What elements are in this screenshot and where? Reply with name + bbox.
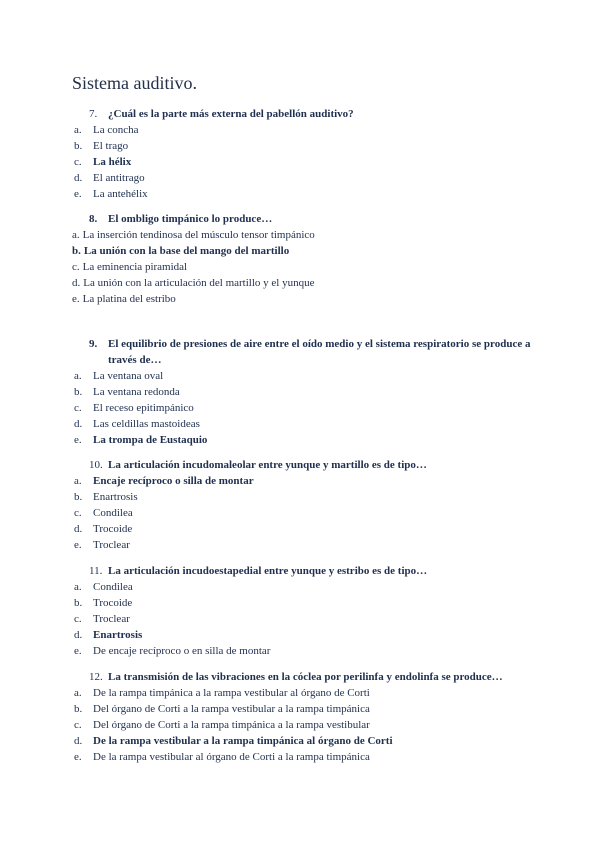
question-text: ¿Cuál es la parte más externa del pabellón auditivo? xyxy=(108,108,354,120)
option-letter: d. xyxy=(74,418,83,430)
answer-option xyxy=(74,749,600,765)
option-letter: d. xyxy=(74,629,83,641)
option-text: Condilea xyxy=(93,581,133,593)
option-letter: b. xyxy=(74,703,83,715)
option-letter: e. xyxy=(74,188,82,200)
option-text: Troclear xyxy=(93,613,130,625)
option-letter: d. xyxy=(74,735,83,747)
question-text: El equilibrio de presiones de aire entre el oído medio y el sistema respiratorio se produce a través de… xyxy=(108,338,531,366)
option-letter: b. xyxy=(74,386,83,398)
question-text: La articulación incudomaleolar entre yunque y martillo es de tipo… xyxy=(108,459,427,471)
answer-option xyxy=(74,432,600,448)
option-letter: c. xyxy=(72,261,80,273)
option-text: La hélix xyxy=(93,156,132,168)
option-letter: b. xyxy=(74,597,83,609)
option-letter: c. xyxy=(74,402,82,414)
answer-option xyxy=(74,717,600,733)
answer-option xyxy=(74,368,600,384)
option-letter: c. xyxy=(74,613,82,625)
answer-option xyxy=(74,400,600,416)
option-letter: c. xyxy=(74,507,82,519)
option-text: La concha xyxy=(93,124,139,136)
option-text: De encaje recíproco o en silla de montar xyxy=(93,645,271,657)
question-line xyxy=(89,211,600,227)
option-text: De la rampa vestibular a la rampa timpánica al órgano de Corti xyxy=(93,735,393,747)
option-text: Enartrosis xyxy=(93,629,143,641)
option-letter: a. xyxy=(74,475,82,487)
option-text: El receso epitimpánico xyxy=(93,402,194,414)
option-letter: d. xyxy=(72,277,81,289)
answer-option xyxy=(74,685,600,701)
question-number: 8. xyxy=(89,213,98,225)
answer-option xyxy=(74,473,600,489)
question-number: 12. xyxy=(89,671,103,683)
question-text: La transmisión de las vibraciones en la cóclea por perilinfa y endolinfa se produce… xyxy=(108,671,503,683)
option-letter: a. xyxy=(74,581,82,593)
option-letter: a. xyxy=(74,124,82,136)
option-text: Encaje recíproco o silla de montar xyxy=(93,475,254,487)
option-text: Enartrosis xyxy=(93,491,138,503)
option-letter: a. xyxy=(74,687,82,699)
option-text: La unión con la base del mango del martillo xyxy=(83,245,290,257)
option-letter: e. xyxy=(72,293,80,305)
option-text: La eminencia piramidal xyxy=(82,261,188,273)
question-block xyxy=(0,336,600,448)
option-letter: b. xyxy=(72,245,81,257)
option-text: La antehélix xyxy=(93,188,148,200)
question-line xyxy=(89,457,600,473)
answer-option xyxy=(74,170,600,186)
answer-option xyxy=(74,701,600,717)
answer-option xyxy=(72,275,600,291)
option-text: Del órgano de Corti a la rampa vestibular a la rampa timpánica xyxy=(93,703,370,715)
answer-option xyxy=(74,627,600,643)
answer-option xyxy=(74,122,600,138)
question-block xyxy=(0,211,600,307)
question-block xyxy=(0,669,600,765)
option-text: La unión con la articulación del martillo y el yunque xyxy=(83,277,315,289)
option-letter: d. xyxy=(74,523,83,535)
option-text: De la rampa timpánica a la rampa vestibular al órgano de Corti xyxy=(93,687,370,699)
document-title: Sistema auditivo. xyxy=(72,73,197,93)
option-letter: a. xyxy=(74,370,82,382)
question-line xyxy=(89,106,600,122)
option-letter: e. xyxy=(74,539,82,551)
option-letter: c. xyxy=(74,719,82,731)
question-text: El ombligo timpánico lo produce… xyxy=(108,213,273,225)
option-text: El antitrago xyxy=(93,172,145,184)
option-text: La ventana oval xyxy=(93,370,164,382)
answer-option xyxy=(74,537,600,553)
answer-option xyxy=(72,291,600,307)
question-line xyxy=(89,563,600,579)
option-text: Las celdillas mastoideas xyxy=(93,418,200,430)
question-number: 9. xyxy=(89,338,98,350)
option-letter: e. xyxy=(74,434,82,446)
option-letter: e. xyxy=(74,645,82,657)
option-letter: c. xyxy=(74,156,82,168)
answer-option xyxy=(74,186,600,202)
option-letter: d. xyxy=(74,172,83,184)
option-text: De la rampa vestibular al órgano de Corti a la rampa timpánica xyxy=(93,751,370,763)
option-letter: b. xyxy=(74,491,83,503)
option-text: La inserción tendinosa del músculo tensor timpánico xyxy=(82,229,315,241)
answer-option xyxy=(74,611,600,627)
option-text: La ventana redonda xyxy=(93,386,180,398)
option-letter: e. xyxy=(74,751,82,763)
option-letter: b. xyxy=(74,140,83,152)
answer-option xyxy=(74,521,600,537)
question-block xyxy=(0,106,600,202)
option-text: Trocoide xyxy=(93,523,133,535)
question-number: 10. xyxy=(89,459,103,471)
option-text: La platina del estribo xyxy=(82,293,176,305)
option-text: La trompa de Eustaquio xyxy=(93,434,208,446)
option-text: Condilea xyxy=(93,507,133,519)
option-text: Troclear xyxy=(93,539,130,551)
option-text: Del órgano de Corti a la rampa timpánica a la rampa vestibular xyxy=(93,719,370,731)
option-text: El trago xyxy=(93,140,129,152)
answer-option xyxy=(74,416,600,432)
answer-option xyxy=(74,154,600,170)
question-number: 11. xyxy=(89,565,103,577)
question-number: 7. xyxy=(89,108,98,120)
answer-option xyxy=(74,384,600,400)
answer-option xyxy=(72,227,600,243)
question-block xyxy=(0,563,600,659)
question-text: La articulación incudoestapedial entre yunque y estribo es de tipo… xyxy=(108,565,428,577)
option-letter: a. xyxy=(72,229,80,241)
option-text: Trocoide xyxy=(93,597,133,609)
question-line xyxy=(89,336,536,368)
answer-option xyxy=(74,579,600,595)
answer-option xyxy=(74,138,600,154)
answer-option xyxy=(74,733,600,749)
question-line xyxy=(89,669,600,685)
answer-option xyxy=(74,505,600,521)
answer-option xyxy=(74,489,600,505)
answer-option xyxy=(72,259,600,275)
answer-option xyxy=(74,643,600,659)
answer-option xyxy=(72,243,600,259)
question-block xyxy=(0,457,600,553)
answer-option xyxy=(74,595,600,611)
